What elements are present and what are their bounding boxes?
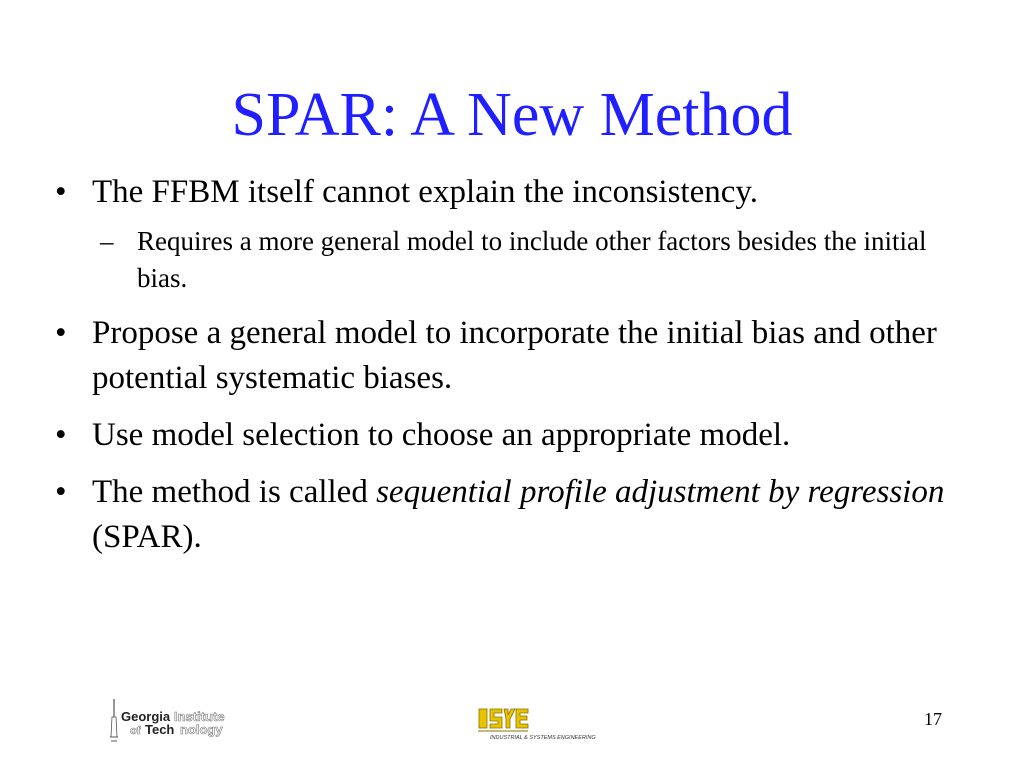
bullet-text: Use model selection to choose an appropriate model. bbox=[92, 417, 791, 453]
bullet-mark: • bbox=[55, 474, 67, 510]
bullet-text: The FFBM itself cannot explain the inconsistency. bbox=[92, 174, 758, 210]
bullet-mark: • bbox=[55, 315, 67, 351]
georgia-tech-logo bbox=[108, 697, 258, 743]
sub-bullet-item bbox=[55, 223, 965, 297]
svg-text:Institute: Institute bbox=[174, 709, 225, 724]
bullet-text-emphasis: sequential profile adjustment by regression bbox=[376, 474, 945, 510]
bullet-item bbox=[55, 170, 965, 215]
bullet-text-suffix: (SPAR). bbox=[92, 519, 202, 555]
bullet-text bbox=[92, 474, 944, 555]
sub-bullet-text: Requires a more general model to include other factors besides the initial bias. bbox=[137, 226, 927, 293]
bullet-item bbox=[55, 470, 965, 560]
bullet-text: Propose a general model to incorporate the initial bias and other potential systematic biases. bbox=[92, 315, 937, 396]
bullet-item bbox=[55, 311, 965, 401]
sub-bullet-mark: – bbox=[100, 226, 114, 256]
bullet-text-prefix: The method is called bbox=[92, 474, 377, 510]
bullet-mark: • bbox=[55, 417, 67, 453]
bullet-list bbox=[55, 170, 965, 572]
bullet-mark: • bbox=[55, 174, 67, 210]
svg-text:nology: nology bbox=[180, 722, 223, 737]
page-number: 17 bbox=[924, 709, 942, 729]
svg-text:INDUSTRIAL & SYSTEMS ENGINEERI: INDUSTRIAL & SYSTEMS ENGINEERING bbox=[490, 735, 596, 741]
svg-text:Georgia: Georgia bbox=[121, 709, 171, 724]
svg-text:of: of bbox=[130, 725, 141, 737]
svg-text:Tech: Tech bbox=[145, 722, 175, 737]
isye-logo bbox=[478, 706, 602, 742]
bullet-item bbox=[55, 413, 965, 458]
slide-title: SPAR: A New Method bbox=[231, 81, 793, 149]
